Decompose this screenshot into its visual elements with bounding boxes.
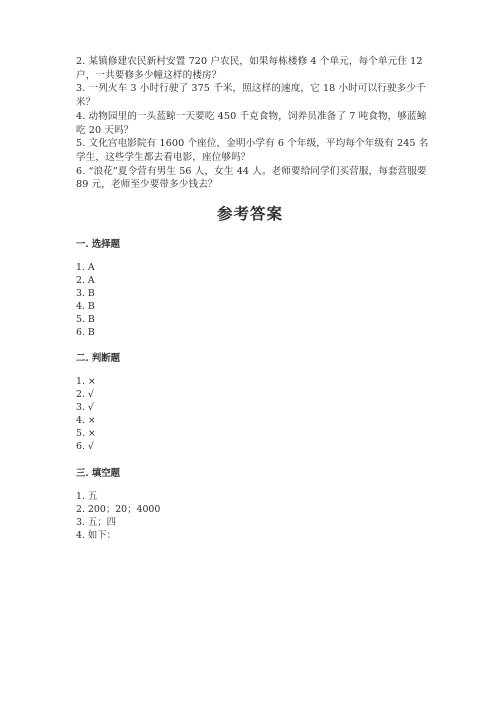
answer-item: 2. √	[76, 389, 94, 400]
answer-item: 4. 如下：	[76, 530, 117, 541]
answer-item: 5. B	[76, 314, 95, 325]
word-problems	[76, 55, 430, 192]
answer-key-title: 参考答案	[216, 204, 283, 223]
answer-item: 2. 200；20；4000	[76, 504, 161, 515]
section-heading-multiple-choice: 一. 选择题	[76, 239, 121, 250]
problem-6: 6. “浪花”夏令营有男生 56 人，女生 44 人。老师要给同学们买营服，每套营服要 89 元，老师至少要带多少钱去？	[76, 165, 427, 191]
answer-item: 5. ×	[76, 428, 96, 439]
answer-item: 1. ×	[76, 376, 96, 387]
answer-item: 6. B	[76, 327, 95, 338]
answer-item: 4. B	[76, 301, 95, 312]
answer-item: 3. √	[76, 402, 94, 413]
problem-2: 2. 某镇修建农民新村安置 720 户农民，如果每栋楼修 4 个单元，每个单元住 12 户，一共要修多少幢这样的楼房？	[76, 56, 423, 81]
answer-item: 6. √	[76, 441, 94, 452]
problem-3: 3. 一列火车 3 小时行驶了 375 千米，照这样的速度，它 18 小时可以行驶多少千米？	[76, 83, 426, 109]
answer-item: 4. ×	[76, 415, 96, 426]
problem-4: 4. 动物园里的一头蓝鲸一天要吃 450 千克食物，饲养员准备了 7 吨食物，够蓝鲸吃 20 天吗？	[76, 110, 427, 136]
fill-in-answers	[76, 490, 160, 542]
answer-item: 3. 五；四	[76, 517, 117, 528]
answer-item: 3. B	[76, 288, 95, 299]
answer-item: 2. A	[76, 275, 95, 286]
problem-5: 5. 文化宫电影院有 1600 个座位，金明小学有 6 个年级，平均每个年级有 245 名学生，这些学生都去看电影，座位够吗？	[76, 138, 429, 163]
answer-item: 1. A	[76, 262, 95, 273]
true-false-answers	[76, 375, 96, 453]
section-heading-true-false: 二. 判断题	[76, 353, 121, 364]
section-heading-fill-in: 三. 填空题	[76, 468, 121, 479]
answer-item: 1. 五	[76, 491, 98, 502]
multiple-choice-answers	[76, 261, 95, 339]
